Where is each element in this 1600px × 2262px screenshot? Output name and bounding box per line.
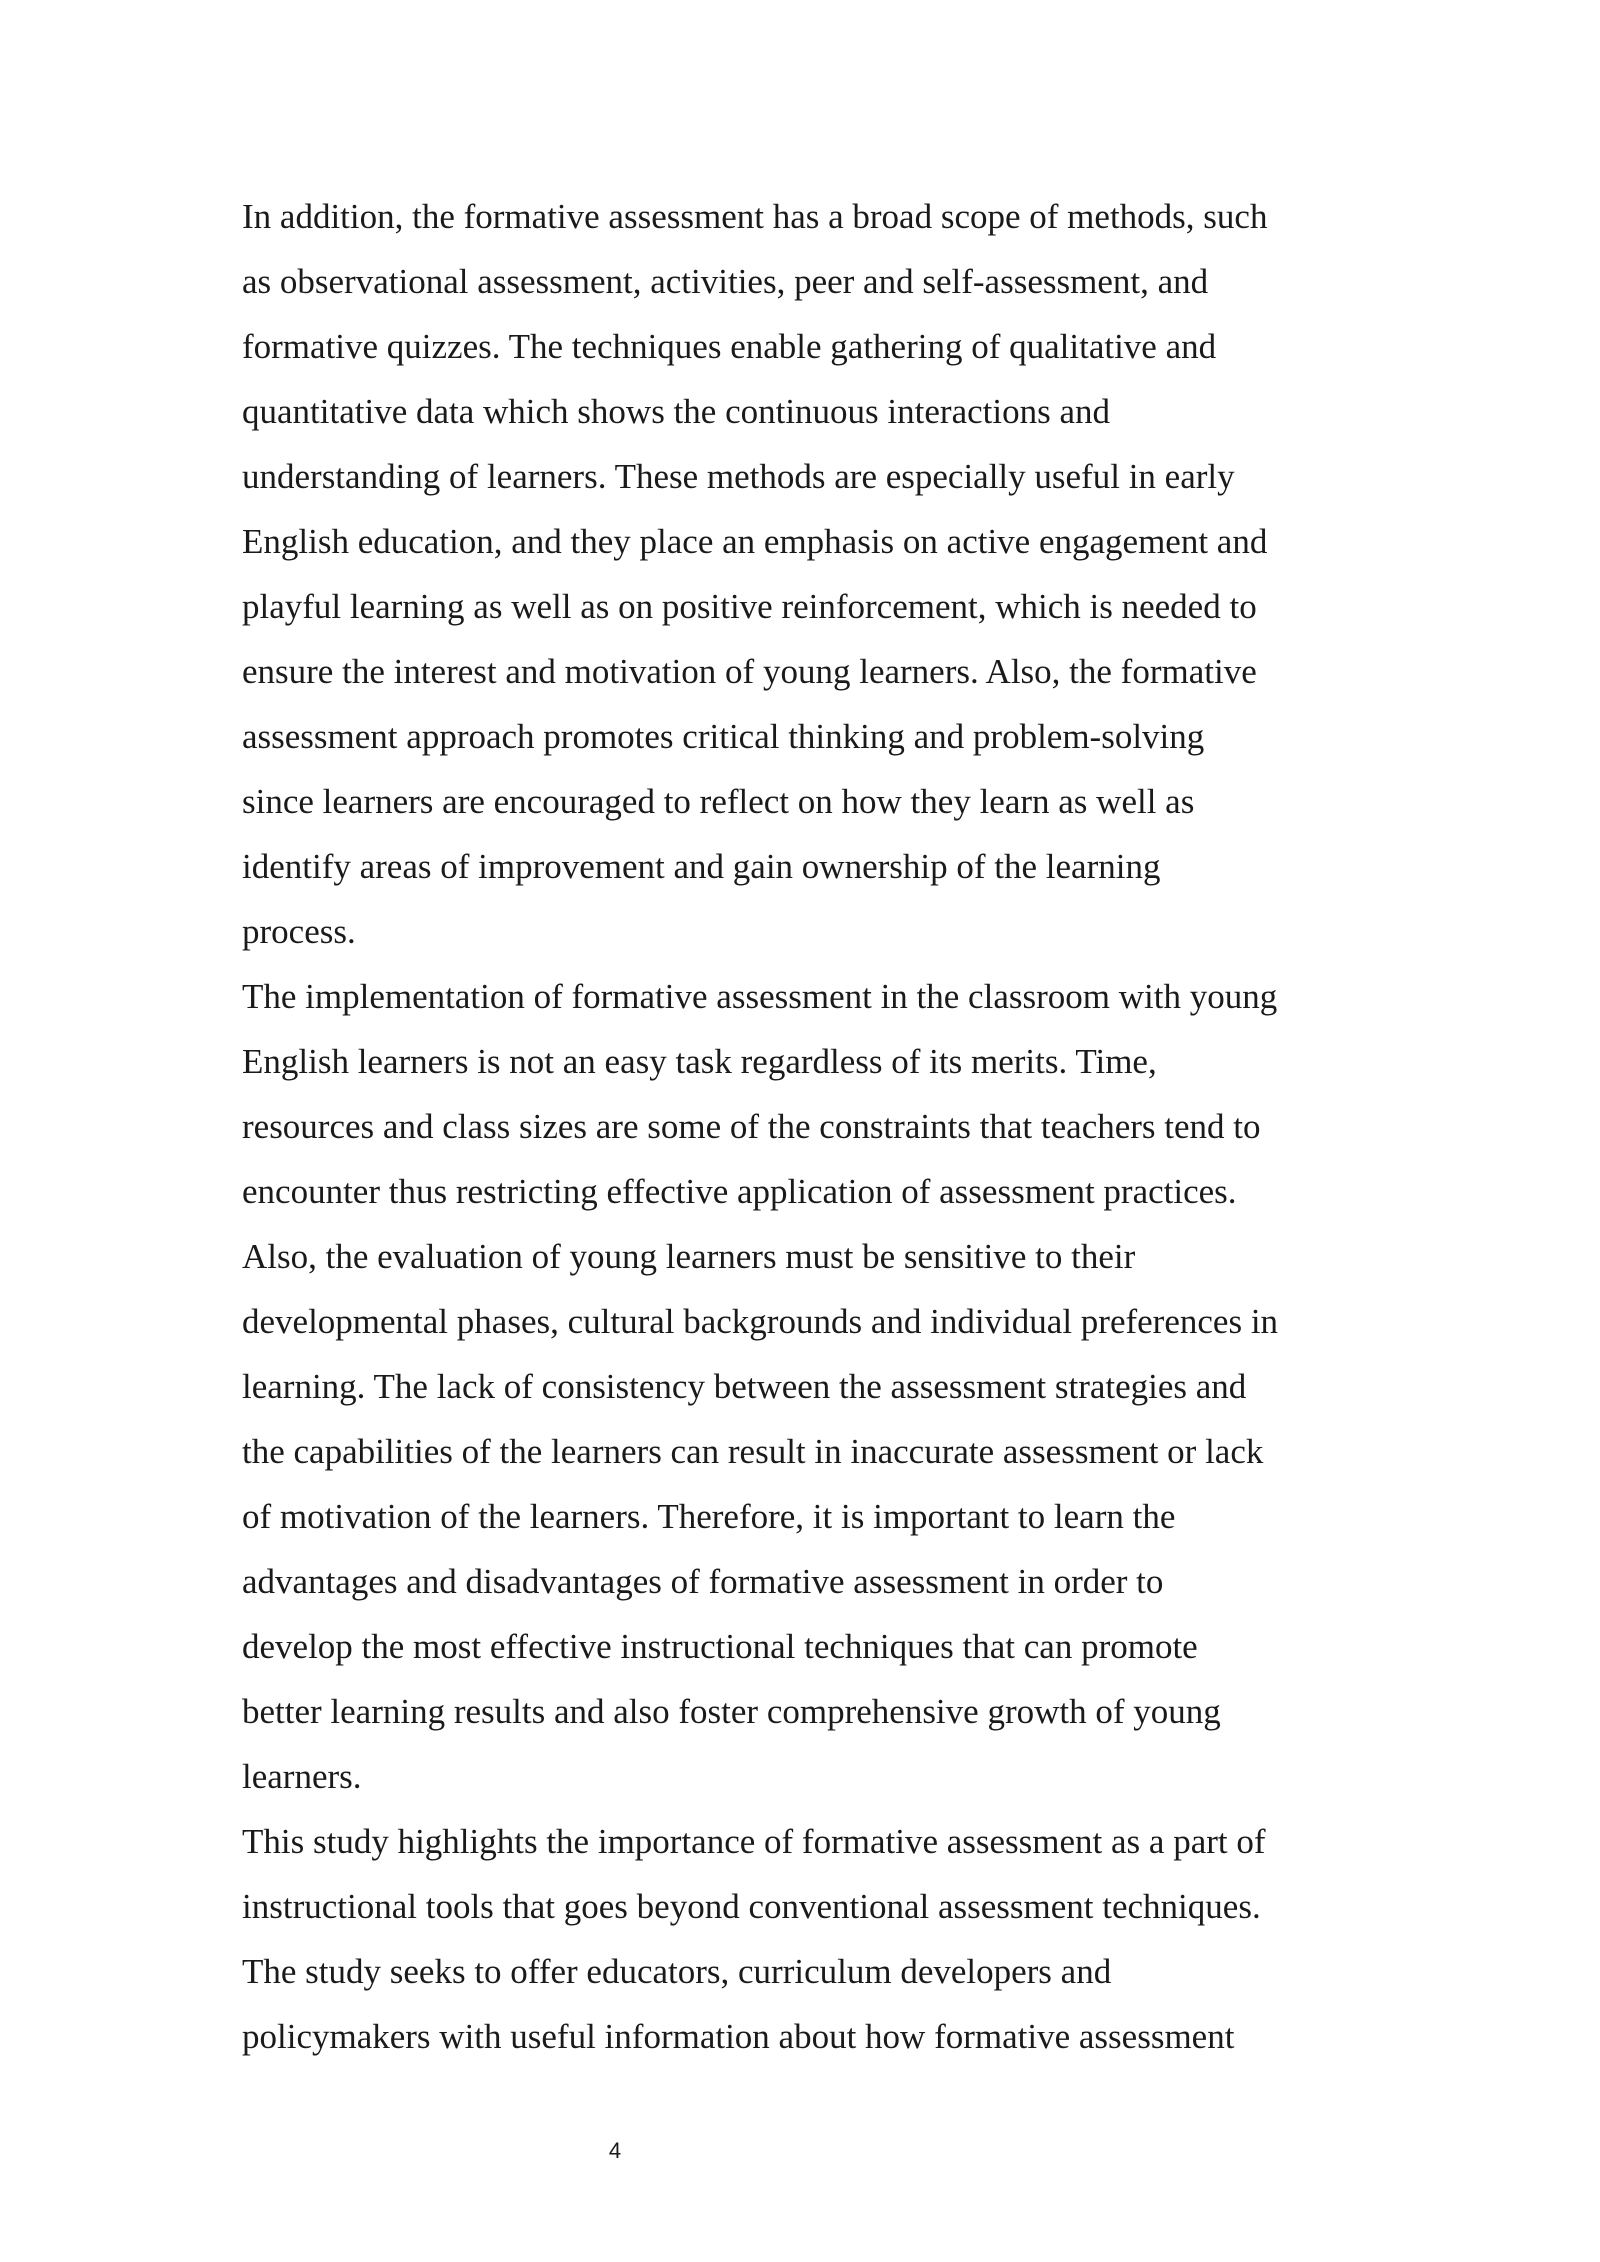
text-line: learning. The lack of consistency between the assessment strategies and [242, 1367, 1247, 1406]
text-line: English learners is not an easy task regardless of its merits. Time, [242, 1042, 1157, 1081]
text-line: English education, and they place an emphasis on active engagement and [242, 522, 1268, 561]
text-line: encounter thus restricting effective application of assessment practices. [242, 1172, 1237, 1211]
text-line: understanding of learners. These methods are especially useful in early [242, 457, 1235, 496]
text-line: better learning results and also foster comprehensive growth of young [242, 1692, 1221, 1731]
text-line: assessment approach promotes critical thinking and problem-solving [242, 717, 1205, 756]
text-line: Also, the evaluation of young learners must be sensitive to their [242, 1237, 1136, 1276]
text-line: formative quizzes. The techniques enable gathering of qualitative and [242, 327, 1217, 366]
text-line: developmental phases, cultural backgrounds and individual preferences in [242, 1302, 1279, 1341]
text-line: The study seeks to offer educators, curriculum developers and [242, 1952, 1112, 1991]
text-line: the capabilities of the learners can result in inaccurate assessment or lack [242, 1432, 1264, 1471]
text-line: advantages and disadvantages of formative assessment in order to [242, 1562, 1164, 1601]
text-line: of motivation of the learners. Therefore, it is important to learn the [242, 1497, 1176, 1536]
body-text [242, 184, 1412, 2069]
page-number: 4 [608, 2138, 622, 2163]
text-line: policymakers with useful information about how formative assessment [242, 2017, 1235, 2056]
text-line: learners. [242, 1757, 362, 1796]
text-line: playful learning as well as on positive reinforcement, which is needed to [242, 587, 1257, 626]
text-line: since learners are encouraged to reflect on how they learn as well as [242, 782, 1195, 821]
text-line: resources and class sizes are some of the constraints that teachers tend to [242, 1107, 1261, 1146]
text-line: The implementation of formative assessment in the classroom with young [242, 977, 1278, 1016]
text-line: develop the most effective instructional techniques that can promote [242, 1627, 1198, 1666]
text-line: ensure the interest and motivation of young learners. Also, the formative [242, 652, 1257, 691]
text-line: as observational assessment, activities, peer and self-assessment, and [242, 262, 1209, 301]
text-line: quantitative data which shows the continuous interactions and [242, 392, 1110, 431]
text-line: This study highlights the importance of formative assessment as a part of [242, 1822, 1266, 1861]
text-line: identify areas of improvement and gain ownership of the learning [242, 847, 1161, 886]
text-line: In addition, the formative assessment has a broad scope of methods, such [242, 197, 1268, 236]
text-line: instructional tools that goes beyond conventional assessment techniques. [242, 1887, 1261, 1926]
text-line: process. [242, 912, 356, 951]
